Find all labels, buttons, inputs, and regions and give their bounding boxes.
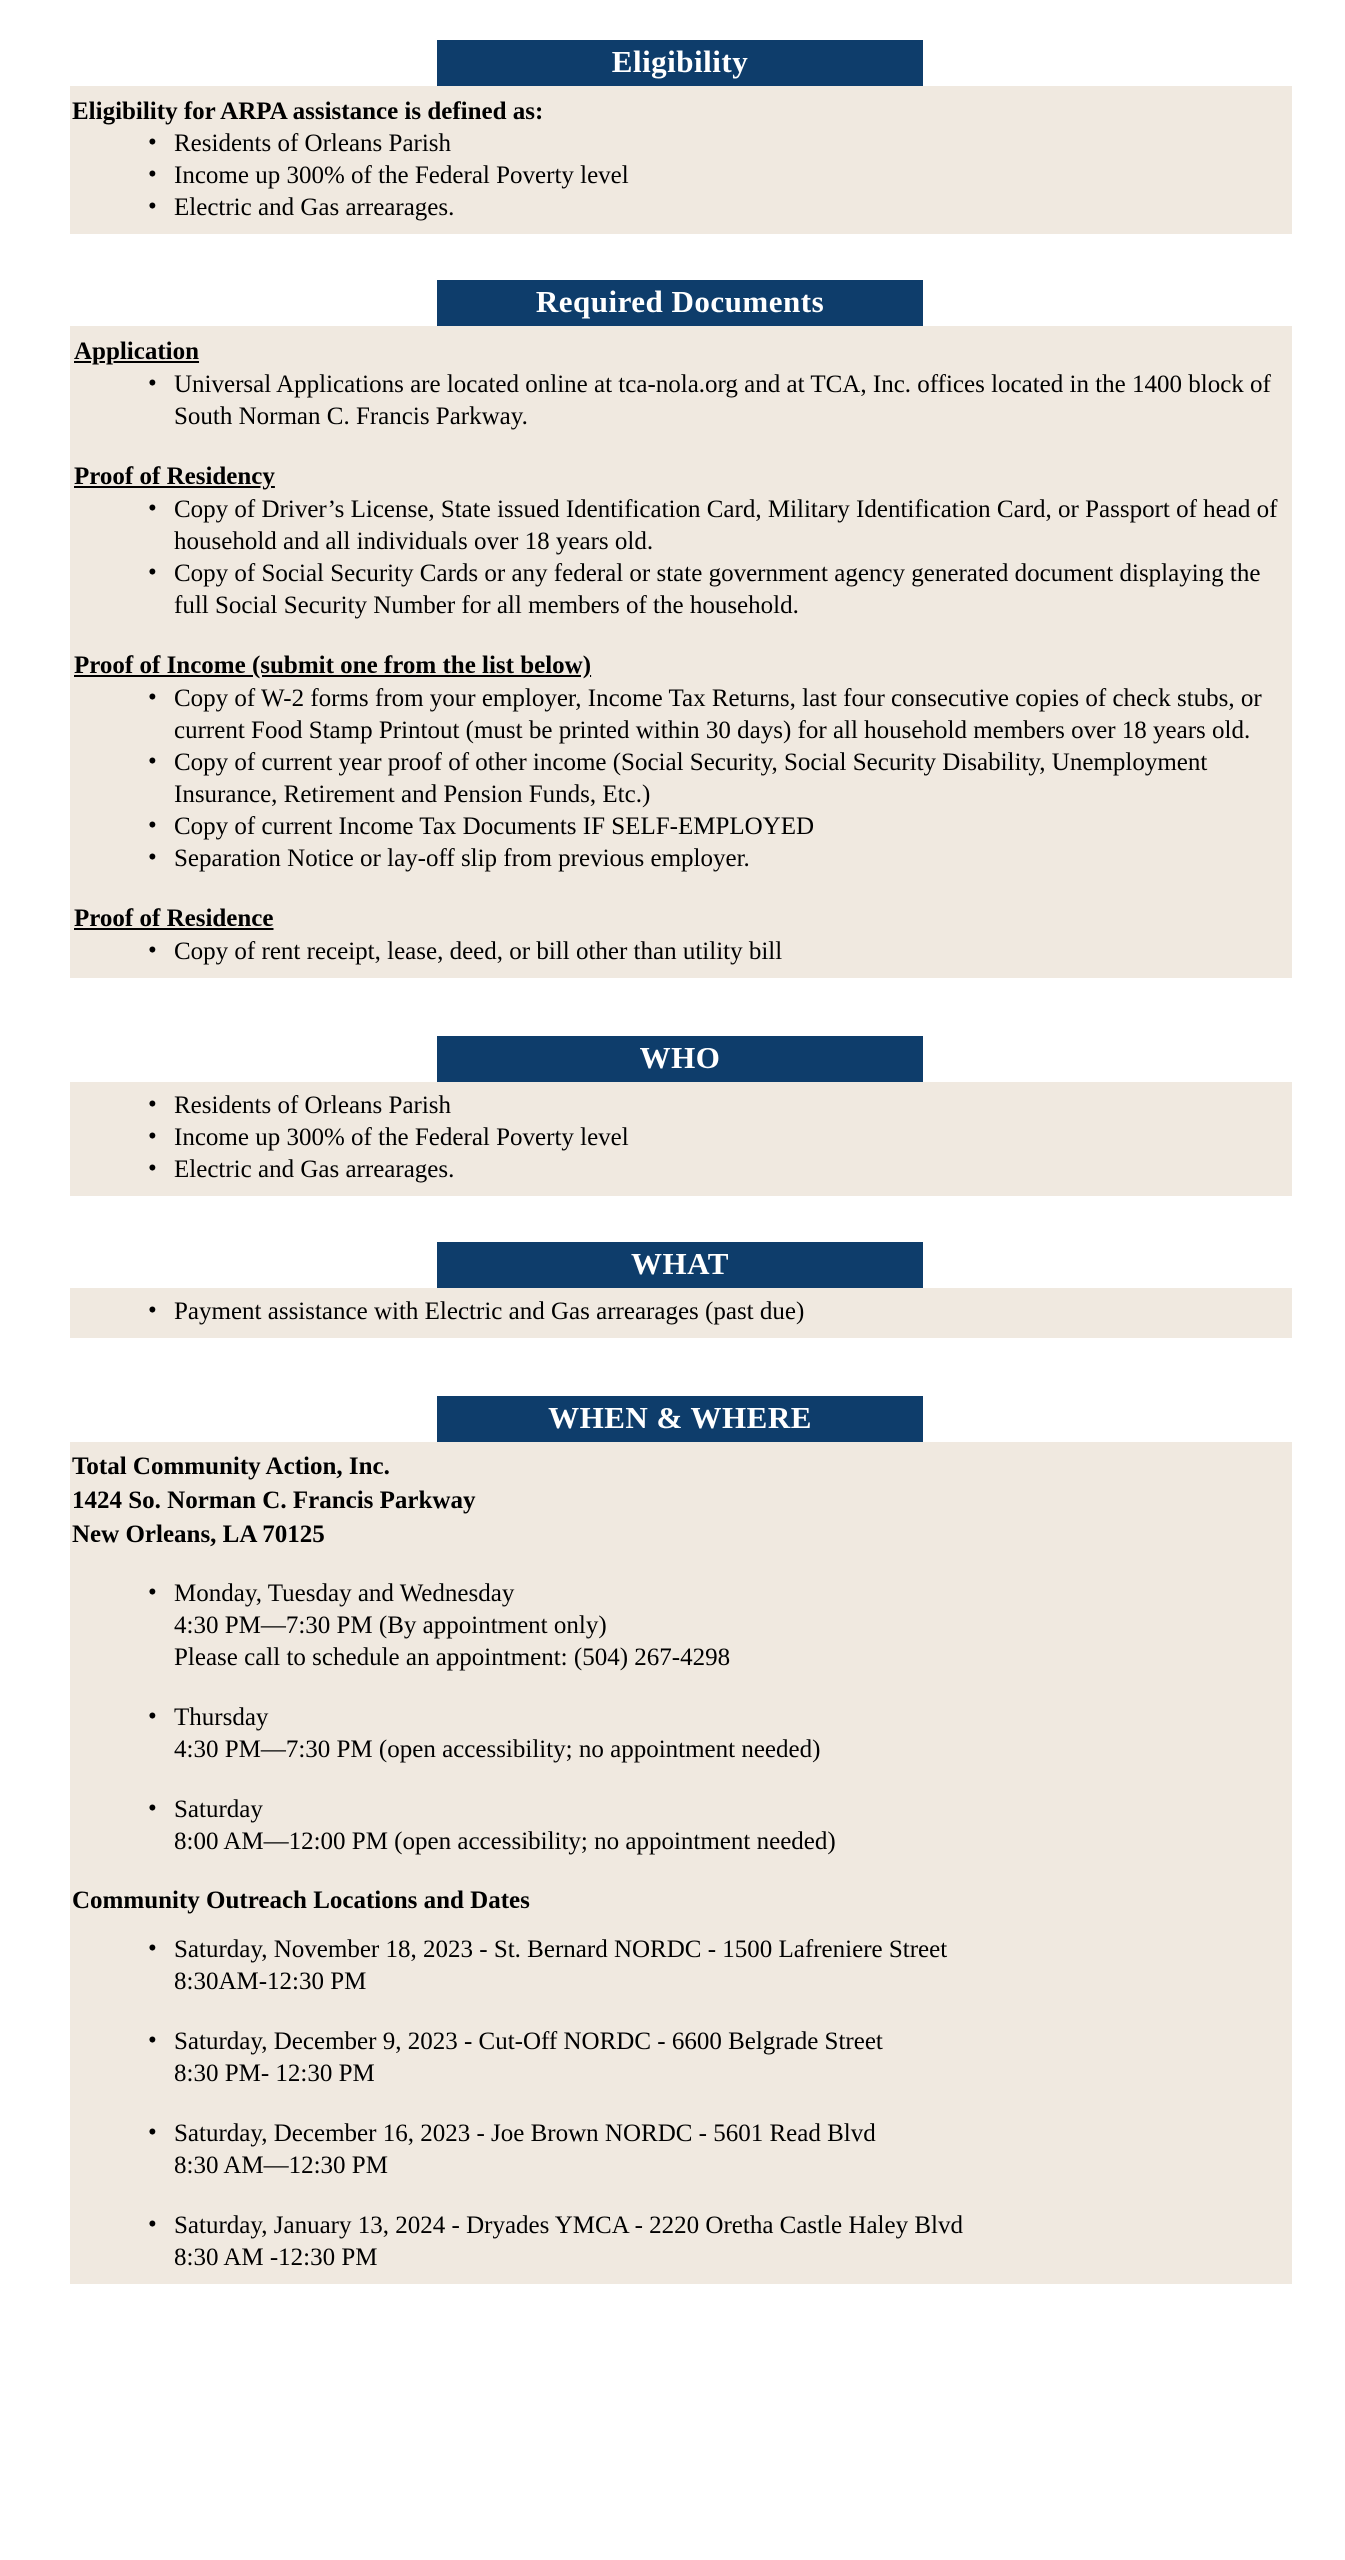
group-spacer bbox=[70, 875, 1292, 901]
outreach-event: • Saturday, December 9, 2023 - Cut-Off NORDC - 6600 Belgrade Street bbox=[174, 2028, 883, 2055]
list-item: • Copy of Social Security Cards or any federal or state government agency generated document displaying the full Social Security Number for all members of the household. bbox=[148, 558, 1280, 622]
group-application bbox=[70, 334, 1292, 369]
list-item: • Separation Notice or lay-off slip from previous employer. bbox=[148, 843, 1280, 875]
outreach-event: • Saturday, November 18, 2023 - St. Bernard NORDC - 1500 Lafreniere Street bbox=[174, 1936, 948, 1963]
subheading-proof-of-income: Proof of Income (submit one from the list below) bbox=[74, 652, 592, 679]
city-state-zip: New Orleans, LA 70125 bbox=[72, 1521, 325, 1548]
list-item bbox=[148, 1702, 1280, 1766]
group-proof-of-residency bbox=[70, 459, 1292, 494]
outreach-heading: Community Outreach Locations and Dates bbox=[72, 1887, 530, 1914]
application-bullet-list bbox=[70, 369, 1292, 433]
hours-days: • Saturday bbox=[174, 1796, 263, 1823]
organization-name: Total Community Action, Inc. bbox=[72, 1453, 390, 1480]
list-item: • Copy of rent receipt, lease, deed, or bill other than utility bill bbox=[148, 936, 1280, 968]
outreach-spacer bbox=[70, 1858, 1292, 1884]
who-bullet-list bbox=[70, 1090, 1292, 1186]
section-spacer bbox=[0, 978, 1345, 1036]
outreach-time: 8:30 AM—12:30 PM bbox=[174, 2152, 388, 2179]
proof-of-residence-bullet-list bbox=[70, 936, 1292, 968]
hours-days: • Monday, Tuesday and Wednesday bbox=[174, 1580, 515, 1607]
group-spacer bbox=[70, 433, 1292, 459]
list-item bbox=[148, 2210, 1280, 2274]
subheading-proof-of-residency: Proof of Residency bbox=[74, 463, 275, 490]
when-where-panel bbox=[70, 1442, 1292, 2284]
section-spacer bbox=[0, 234, 1345, 280]
list-item bbox=[148, 1794, 1280, 1858]
top-spacer bbox=[0, 0, 1345, 40]
group-proof-of-income bbox=[70, 648, 1292, 683]
outreach-time: 8:30 AM -12:30 PM bbox=[174, 2244, 378, 2271]
hours-note: Please call to schedule an appointment: (504) 267-4298 bbox=[174, 1644, 731, 1671]
list-item bbox=[148, 2118, 1280, 2182]
section-header-what: WHAT bbox=[437, 1242, 923, 1288]
section-header-eligibility: Eligibility bbox=[437, 40, 923, 86]
section-header-required-documents: Required Documents bbox=[437, 280, 923, 326]
list-item: • Residents of Orleans Parish bbox=[148, 1090, 1280, 1122]
group-proof-of-residence bbox=[70, 901, 1292, 936]
outreach-event: • Saturday, December 16, 2023 - Joe Brown NORDC - 5601 Read Blvd bbox=[174, 2120, 876, 2147]
eligibility-section bbox=[0, 40, 1345, 86]
list-item: • Income up 300% of the Federal Poverty level bbox=[148, 1122, 1280, 1154]
list-item: • Copy of W-2 forms from your employer, Income Tax Returns, last four consecutive copies of check stubs, or current Food Stamp Printout (must be printed within 30 days) for all household members over 18 years old. bbox=[148, 683, 1280, 747]
outreach-time: 8:30AM-12:30 PM bbox=[174, 1968, 367, 1995]
section-spacer bbox=[0, 1338, 1345, 1396]
list-item: • Payment assistance with Electric and Gas arrearages (past due) bbox=[148, 1296, 1280, 1328]
list-item bbox=[148, 2026, 1280, 2090]
eligibility-bullet-list bbox=[70, 128, 1292, 224]
required-documents-panel bbox=[70, 326, 1292, 978]
list-item: • Residents of Orleans Parish bbox=[148, 128, 1280, 160]
list-item: • Copy of current Income Tax Documents IF SELF-EMPLOYED bbox=[148, 811, 1280, 843]
subheading-proof-of-residence: Proof of Residence bbox=[74, 905, 274, 932]
hours-spacer bbox=[70, 1552, 1292, 1578]
proof-of-residency-bullet-list bbox=[70, 494, 1292, 622]
proof-of-income-bullet-list bbox=[70, 683, 1292, 875]
hours-time: 8:00 AM—12:00 PM (open accessibility; no appointment needed) bbox=[174, 1828, 836, 1855]
what-panel bbox=[70, 1288, 1292, 1338]
outreach-list-spacer bbox=[70, 1918, 1292, 1934]
hours-time: 4:30 PM—7:30 PM (open accessibility; no appointment needed) bbox=[174, 1736, 821, 1763]
outreach-time: 8:30 PM- 12:30 PM bbox=[174, 2060, 375, 2087]
hours-time: 4:30 PM—7:30 PM (By appointment only) bbox=[174, 1612, 607, 1639]
list-item: • Copy of current year proof of other income (Social Security, Social Security Disability, Unemployment Insurance, Retirement and Pension Funds, Etc.) bbox=[148, 747, 1280, 811]
when-where-section bbox=[0, 1396, 1345, 1442]
list-item: • Income up 300% of the Federal Poverty level bbox=[148, 160, 1280, 192]
who-panel bbox=[70, 1082, 1292, 1196]
hours-days: • Thursday bbox=[174, 1704, 269, 1731]
office-hours-list bbox=[70, 1578, 1292, 1858]
list-item: • Universal Applications are located online at tca-nola.org and at TCA, Inc. offices located in the 1400 block of South Norman C. Francis Parkway. bbox=[148, 369, 1280, 433]
outreach-locations-list bbox=[70, 1934, 1292, 2274]
street-address: 1424 So. Norman C. Francis Parkway bbox=[72, 1487, 476, 1514]
list-item bbox=[148, 1578, 1280, 1674]
eligibility-lead-text: Eligibility for ARPA assistance is defined as: bbox=[72, 98, 544, 125]
eligibility-panel bbox=[70, 86, 1292, 234]
what-bullet-list bbox=[70, 1296, 1292, 1328]
who-section bbox=[0, 1036, 1345, 1082]
list-item: • Copy of Driver’s License, State issued Identification Card, Military Identification Card, or Passport of head of household and all individuals over 18 years old. bbox=[148, 494, 1280, 558]
section-spacer bbox=[0, 1196, 1345, 1242]
list-item bbox=[148, 1934, 1280, 1998]
subheading-application: Application bbox=[74, 338, 200, 365]
list-item: • Electric and Gas arrearages. bbox=[148, 192, 1280, 224]
outreach-event: • Saturday, January 13, 2024 - Dryades YMCA - 2220 Oretha Castle Haley Blvd bbox=[174, 2212, 963, 2239]
group-spacer bbox=[70, 622, 1292, 648]
list-item: • Electric and Gas arrearages. bbox=[148, 1154, 1280, 1186]
required-documents-section bbox=[0, 280, 1345, 326]
section-header-who: WHO bbox=[437, 1036, 923, 1082]
section-header-when-where: WHEN & WHERE bbox=[437, 1396, 923, 1442]
what-section bbox=[0, 1242, 1345, 1288]
